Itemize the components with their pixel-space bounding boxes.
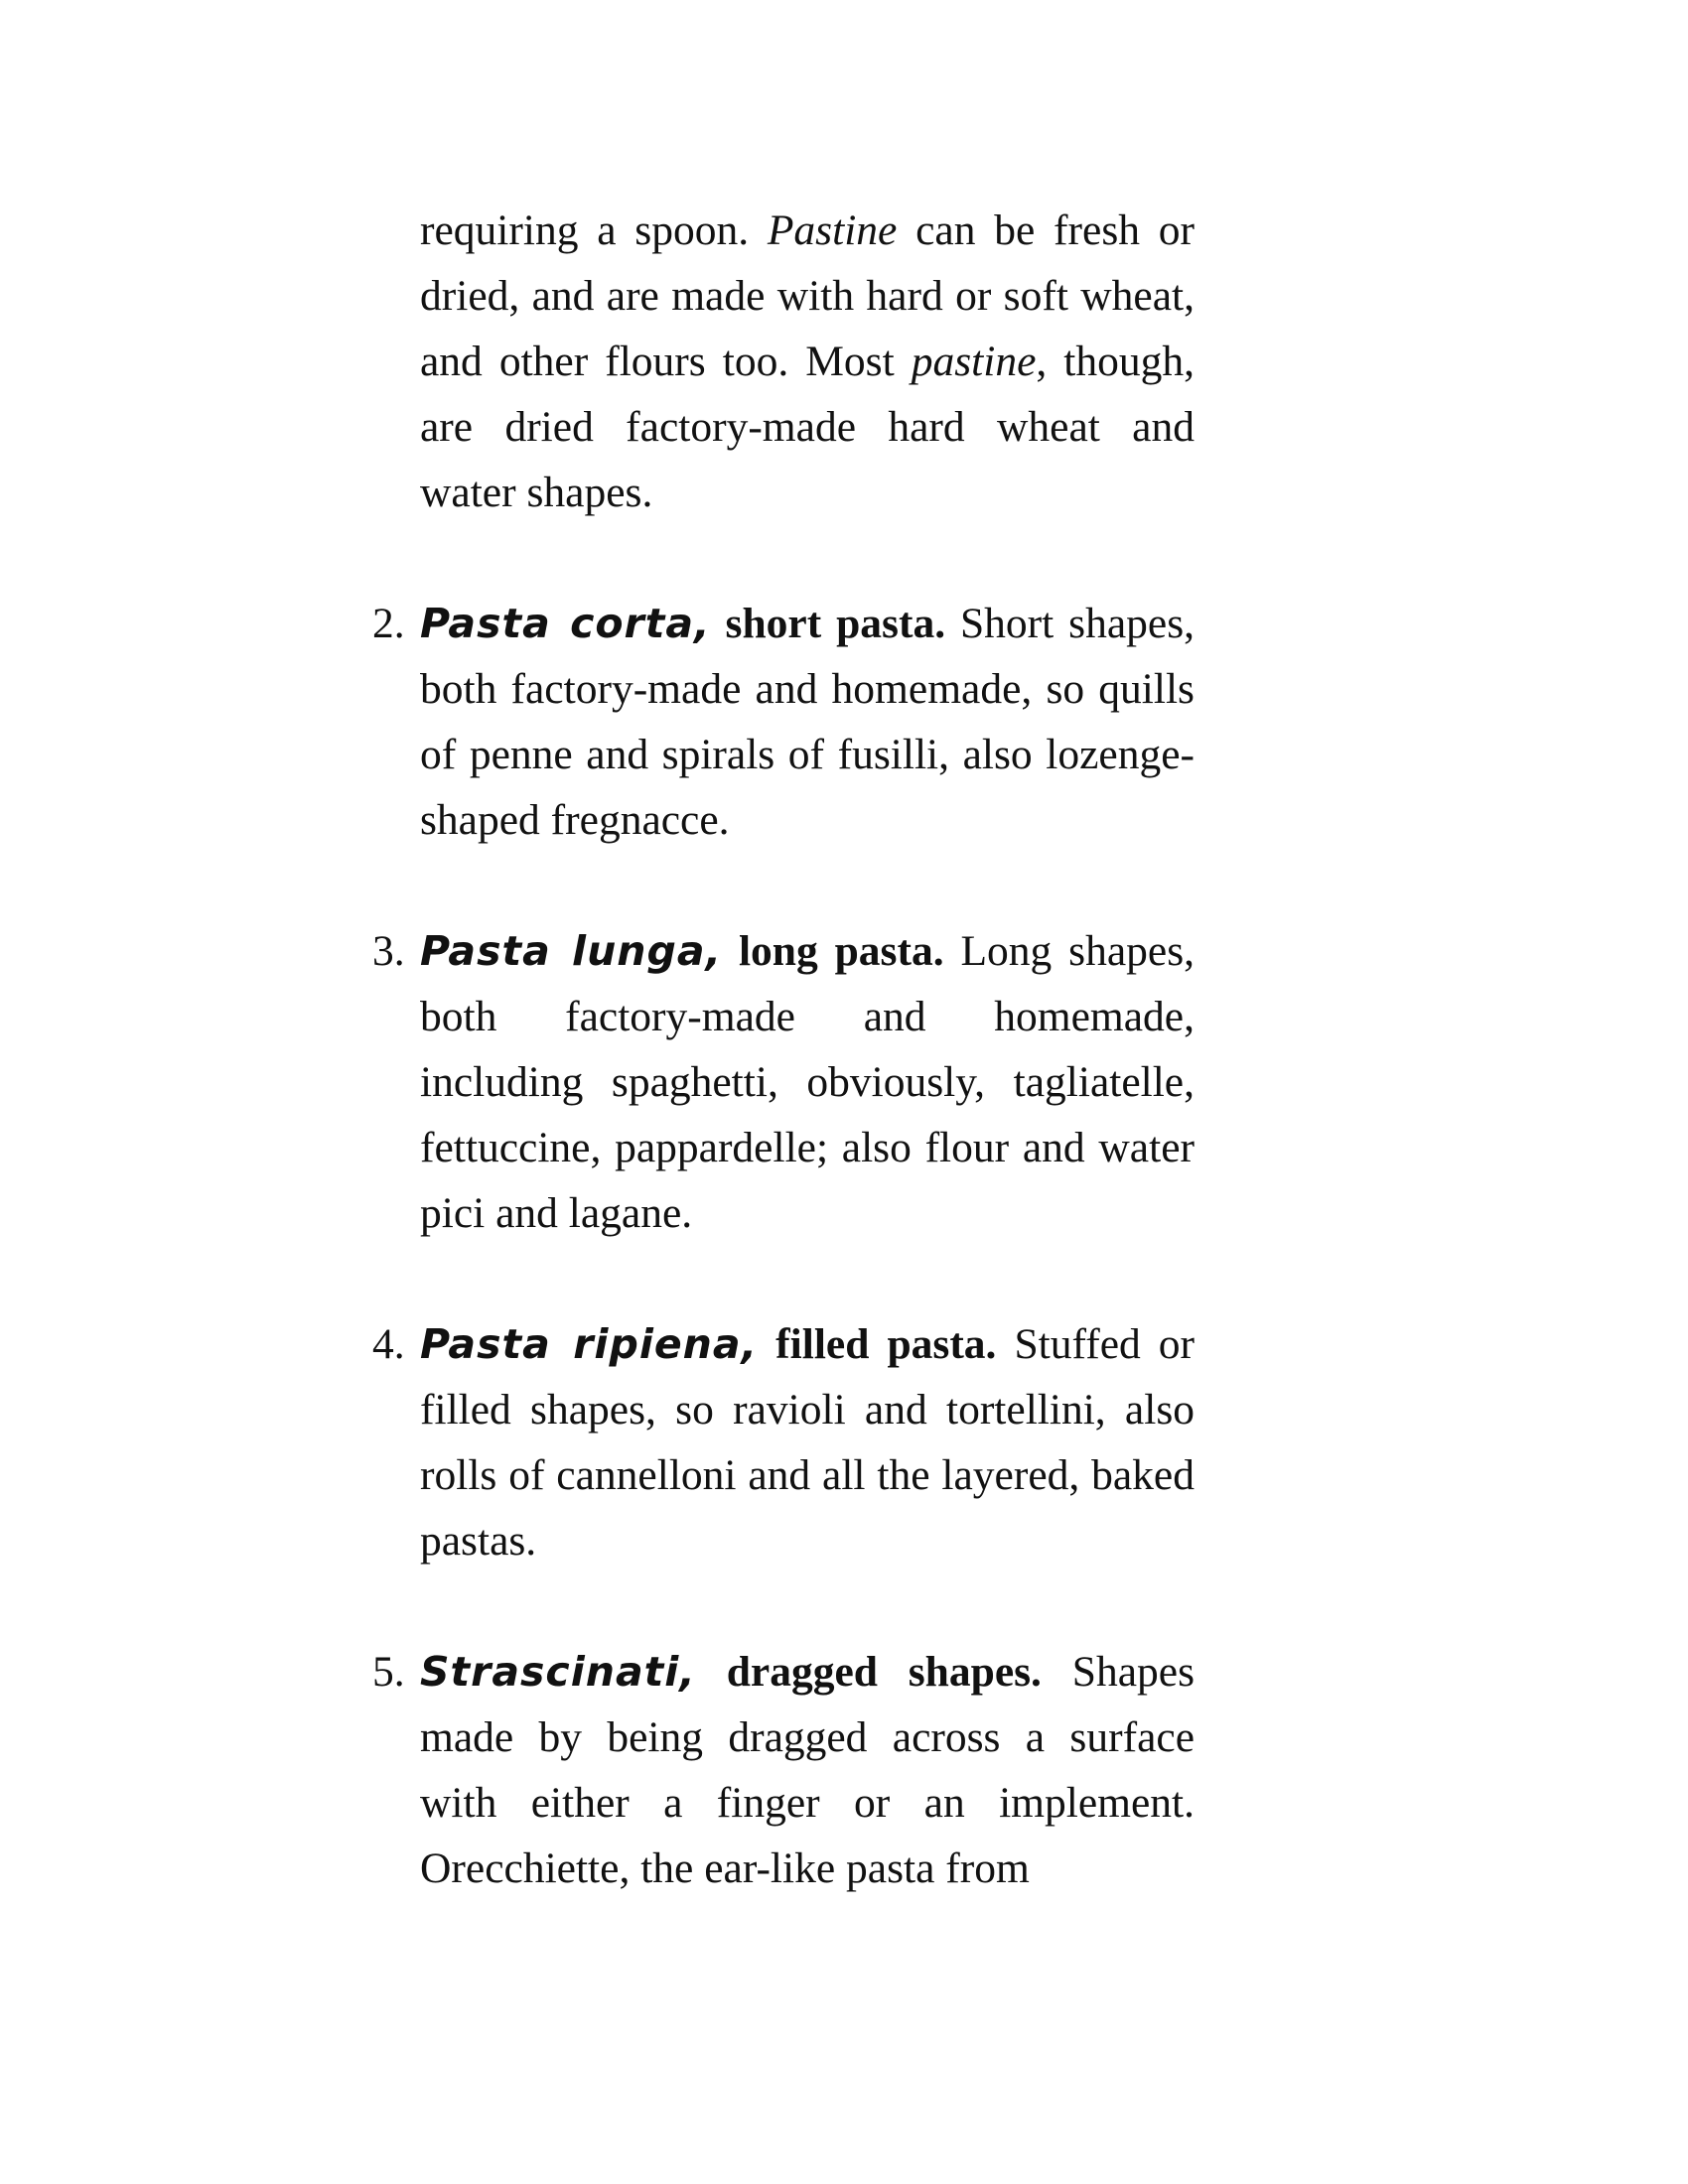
paragraph-gap — [420, 525, 1195, 591]
list-number: 2. — [372, 600, 405, 647]
intro-text-2: can be fresh or dried, and are made with hard or soft wheat, and other flours too. Most — [420, 206, 1196, 385]
list-term: Pasta corta, — [420, 600, 711, 647]
list-number: 4. — [372, 1320, 405, 1368]
list-item-2 — [372, 591, 1195, 853]
list-gloss: long pasta. — [738, 927, 944, 975]
list-term: Pasta lunga, — [420, 927, 723, 975]
list-text: Long shapes, both factory-made and homemade, including spaghetti, obviously, tagliatelle, fettuccine, pappardelle; also flour and water pici and lagane. — [420, 927, 1195, 1237]
list-text: Stuffed or filled shapes, so ravioli and tortellini, also rolls of cannelloni and all the layered, baked pastas. — [420, 1320, 1196, 1565]
paragraph-gap — [420, 1573, 1195, 1639]
intro-text-3: , though, are dried factory-made hard wheat and water shapes. — [420, 338, 1196, 516]
list-text: Short shapes, both factory-made and homemade, so quills of penne and spirals of fusilli, also lozenge-shaped fregnacce. — [420, 600, 1195, 844]
intro-italic-1: Pastine — [767, 206, 898, 254]
list-item-3 — [372, 918, 1195, 1246]
paragraph-gap — [420, 1246, 1195, 1311]
intro-paragraph — [420, 198, 1195, 525]
list-item-5 — [372, 1639, 1196, 1901]
list-gloss: filled pasta. — [775, 1320, 997, 1368]
paragraph-gap — [420, 853, 1195, 918]
list-text: Shapes made by being dragged across a surface with either a finger or an implement. Orecchiette, the ear-like pasta from — [420, 1648, 1196, 1892]
list-term: Pasta ripiena, — [420, 1320, 759, 1368]
text-column — [372, 198, 1196, 1901]
intro-text-1: requiring a spoon. — [420, 206, 768, 254]
list-number: 5. — [372, 1648, 405, 1696]
intro-italic-2: pastine — [911, 338, 1037, 385]
list-gloss: dragged shapes. — [726, 1648, 1042, 1696]
list-item-4 — [372, 1311, 1196, 1573]
list-number: 3. — [372, 927, 405, 975]
list-gloss: short pasta. — [725, 600, 946, 647]
list-term: Strascinati, — [420, 1648, 696, 1696]
